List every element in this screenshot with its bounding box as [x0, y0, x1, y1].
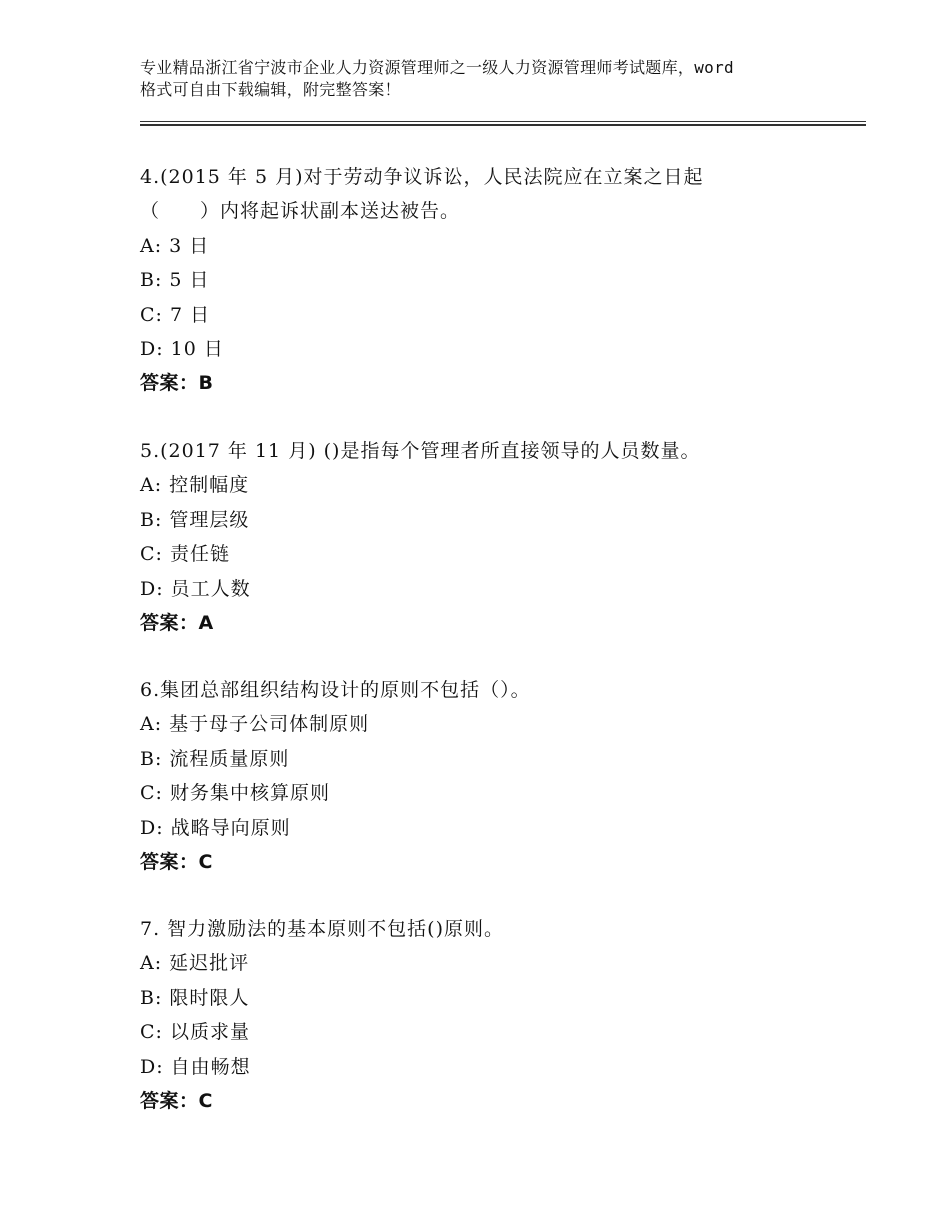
header-line-2: 格式可自由下载编辑，附完整答案！: [140, 80, 401, 99]
question-6: [140, 673, 860, 879]
answer: 答案：B: [140, 372, 214, 395]
option-b: B: 流程质量原则: [140, 747, 290, 770]
answer: 答案：A: [140, 611, 214, 634]
option-b: B: 5 日: [140, 269, 210, 292]
option-b: B: 管理层级: [140, 508, 250, 531]
option-d: D: 战略导向原则: [140, 816, 291, 839]
option-a: A: 延迟批评: [140, 952, 250, 975]
option-a: A: 控制幅度: [140, 474, 250, 497]
answer: 答案：C: [140, 850, 213, 873]
option-a: A: 基于母子公司体制原则: [140, 713, 370, 736]
option-a: A: 3 日: [140, 234, 210, 257]
option-d: D: 自由畅想: [140, 1055, 251, 1078]
option-c: C: 7 日: [140, 303, 211, 326]
option-c: C: 以质求量: [140, 1021, 250, 1044]
question-stem: 5.(2017 年 11 月) ()是指每个管理者所直接领导的人员数量。: [140, 440, 701, 462]
question-7: [140, 912, 860, 1118]
header-divider-thin: [140, 121, 866, 122]
document-header: [140, 57, 840, 101]
option-c: C: 责任链: [140, 543, 230, 566]
question-stem: （ ）内将起诉状副本送达被告。: [140, 200, 461, 223]
header-line-1: 专业精品浙江省宁波市企业人力资源管理师之一级人力资源管理师考试题库，word: [140, 58, 734, 77]
answer: 答案：C: [140, 1089, 213, 1112]
option-d: D: 员工人数: [140, 577, 251, 600]
question-stem: 6.集团总部组织结构设计的原则不包括（）。: [140, 679, 531, 701]
option-b: B: 限时限人: [140, 986, 250, 1009]
question-stem: 7. 智力激励法的基本原则不包括()原则。: [140, 918, 504, 940]
option-c: C: 财务集中核算原则: [140, 782, 330, 805]
question-5: [140, 434, 860, 640]
option-d: D: 10 日: [140, 337, 224, 360]
question-4: [140, 160, 860, 401]
question-stem: 4.(2015 年 5 月)对于劳动争议诉讼，人民法院应在立案之日起: [140, 166, 704, 188]
header-divider-thick: [140, 124, 866, 126]
